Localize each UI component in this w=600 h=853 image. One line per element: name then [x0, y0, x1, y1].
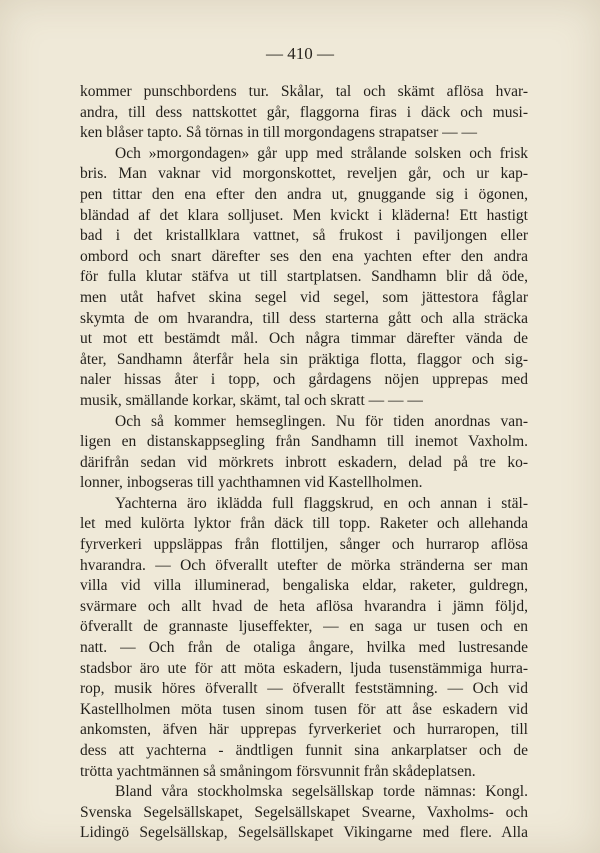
text-line: åter, Sandhamn återfår hela sin präktiga flotta, flaggor och sig- — [80, 350, 528, 368]
text-line: pen tittar den ena efter den andra ut, gnuggande sig i ögonen, — [80, 185, 528, 203]
text-line: bris. Man vaknar vid morgonskottet, reveljen går, och ur kap- — [80, 165, 528, 183]
text-line: stadsbor äro ute för att möta eskadern, ljuda tusenstämmiga hurra- — [80, 659, 528, 677]
text-line: bländad af det klara solljuset. Men kvickt i kläderna! Ett hastigt — [80, 206, 528, 224]
text-line: trötta yachtmännen så småningom försvunnit från skådeplatsen. — [80, 762, 476, 780]
text-line: villa vid villa illuminerad, bengaliska eldar, raketer, guldregn, — [80, 577, 528, 595]
text-line: ankomsten, äfven här upprepas fyrverkeriet och hurraropen, till — [80, 721, 528, 739]
text-line: fyrverkeri uppsläppas från flottiljen, sånger och hurrarop aflösa — [80, 536, 528, 554]
text-line: för fulla klutar stäfva ut till startplatsen. Sandhamn blir då öde, — [80, 268, 528, 286]
text-line: öfverallt de grannaste ljuseffekter, — en saga ur tusen och en — [80, 618, 528, 636]
text-line: natt. — Och från de otaliga ångare, hvilka med lustresande — [80, 639, 528, 657]
text-line: dess att yachterna - ändtligen funnit sina ankarplatser och de — [80, 742, 528, 759]
text-line: ombord och snart därefter ses den ena yachten efter den andra — [80, 247, 528, 265]
text-line: musik, smällande korkar, skämt, tal och skratt — — — — [80, 391, 423, 409]
text-line: ken blåser tapto. Så törnas in till morgondagens strapatser — — — [80, 124, 478, 142]
text-line: Lidingö Segelsällskap, Segelsällskapet Vikingarne med flere. Alla — [80, 824, 528, 842]
text-line: ut mot ett bestämdt mål. Och några timmar därefter vända de — [80, 330, 528, 348]
text-line: lonner, inbogseras till yachthamnen vid Kastellholmen. — [80, 474, 423, 492]
text-line: Kastellholmen möta tusen sinom tusen för att åse eskadern vid — [80, 700, 528, 718]
text-line: Och »morgondagen» går upp med strålande solsken och frisk — [115, 144, 528, 162]
text-line: ligen en distanskappsegling från Sandhamn till inemot Vaxholm. — [80, 433, 528, 451]
text-line: naler hissas åter i topp, och gårdagens nöjen upprepas med — [80, 371, 528, 389]
text-line: Och så kommer hemseglingen. Nu för tiden anordnas van- — [115, 412, 528, 430]
text-line: let med kulörta lyktor från däck till topp. Raketer och allehanda — [80, 515, 528, 533]
text-line: svärmare och allt hvad de heta aflösa hvarandra i jämn följd, — [80, 597, 528, 615]
text-line: bad i det kristallklara vattnet, så frukost i paviljongen eller — [80, 227, 528, 245]
text-line: andra, till dess nattskottet går, flaggorna firas i däck och musi- — [80, 103, 528, 121]
body-text — [80, 82, 528, 844]
text-line: men utåt hafvet skina segel vid segel, som jättestora fåglar — [80, 288, 528, 306]
text-line: kommer punschbordens tur. Skålar, tal och skämt aflösa hvar- — [80, 83, 528, 100]
text-line: skymta de om hvarandra, till dess starterna gått och alla sträcka — [80, 309, 528, 327]
text-line: Bland våra stockholmska segelsällskap torde nämnas: Kongl. — [115, 783, 528, 801]
text-line: rop, musik höres öfverallt — öfverallt feststämning. — Och vid — [80, 680, 528, 698]
text-line: Svenska Segelsällskapet, Segelsällskapet Svearne, Vaxholms- och — [80, 803, 528, 821]
text-line: hvarandra. — Och öfverallt utefter de mörka stränderna ser man — [80, 556, 528, 574]
text-line: därifrån sedan vid mörkrets inbrott eskadern, delad på tre ko- — [80, 453, 528, 471]
page-number: — 410 — — [266, 44, 334, 63]
text-line: Yachterna äro iklädda full flaggskrud, en och annan i stäl- — [115, 494, 528, 512]
